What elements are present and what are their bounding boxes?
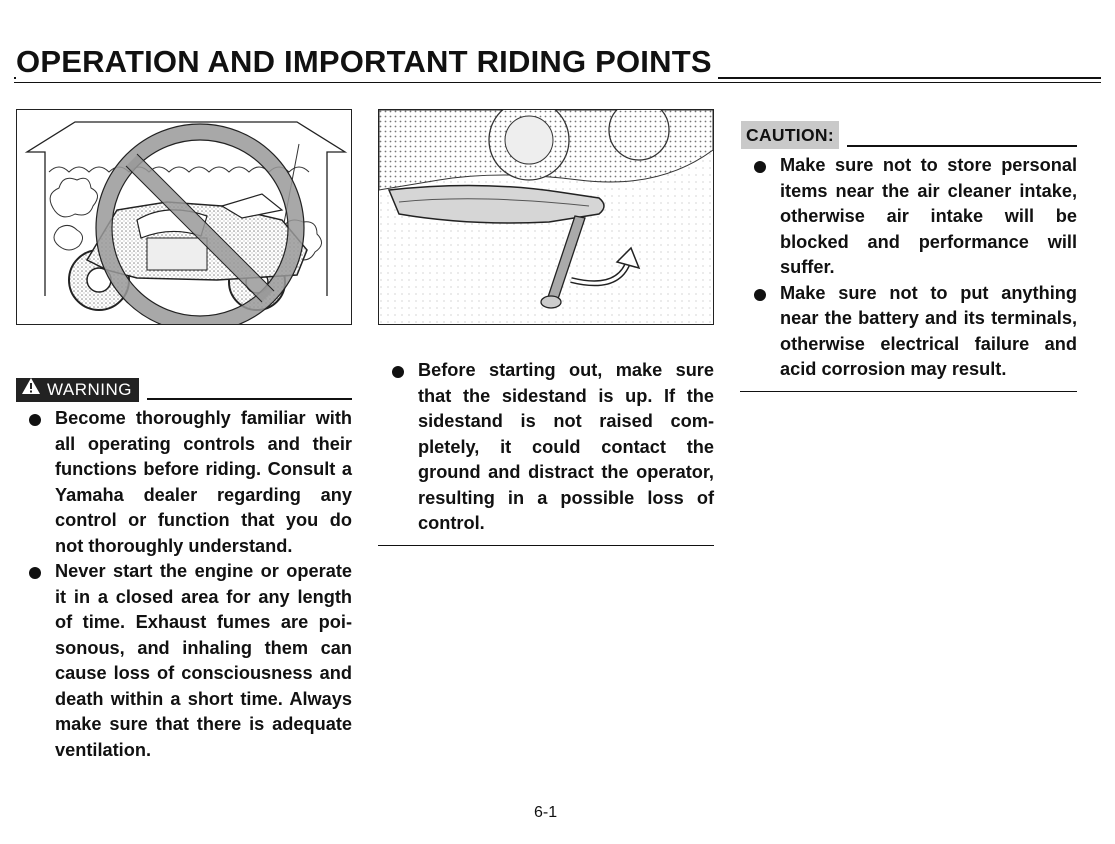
caution-rule — [847, 145, 1077, 147]
page-number: 6-1 — [534, 804, 558, 821]
figure-closed-garage — [16, 109, 352, 325]
warning-triangle-icon — [21, 377, 41, 403]
caution-section — [746, 121, 1077, 392]
page-title: OPERATION AND IMPORTANT RIDING POINTS — [16, 44, 718, 80]
caution-list — [752, 153, 1077, 383]
list-item: Become thoroughly familiar with all operating controls and their functions before riding. Consult a Yamaha dealer regarding any control or function that you do not thoroughly understand. — [27, 406, 352, 559]
bullet-icon — [754, 161, 766, 173]
warning-list — [27, 406, 352, 763]
caution-header — [741, 121, 1077, 149]
bullet-icon — [29, 567, 41, 579]
warning-header — [16, 378, 352, 402]
warning-badge — [16, 378, 139, 402]
warning-label: WARNING — [47, 380, 133, 400]
list-item: Never start the engine or operate it in a closed area for any length of time. Exhaust fumes are poisonous, and inhaling them can cause loss of consciousness and death within a short time. Always make sure that there is adequate ventilation. — [27, 559, 352, 763]
bullet-icon — [754, 289, 766, 301]
bullet-icon — [29, 414, 41, 426]
section-end-rule — [378, 545, 714, 547]
sidestand-list — [390, 358, 714, 537]
list-item: Make sure not to store personal items near the air cleaner intake, otherwise air intake will be blocked and performance will suffer. — [752, 153, 1077, 281]
section-end-rule — [740, 391, 1077, 393]
list-item: Before starting out, make sure that the sidestand is up. If the sidestand is not raised completely, it could contact the ground and distract the operator, resulting in a possible loss of control. — [390, 358, 714, 537]
figure-sidestand — [378, 109, 714, 325]
bullet-icon — [392, 366, 404, 378]
caution-badge: CAUTION: — [741, 121, 839, 149]
list-item: Make sure not to put anything near the battery and its terminals, otherwise electrical failure and acid corrosion may result. — [752, 281, 1077, 383]
warning-rule — [147, 398, 352, 400]
warning-section — [27, 378, 352, 763]
title-rule-thin — [14, 82, 1101, 83]
sidestand-section — [390, 358, 714, 546]
